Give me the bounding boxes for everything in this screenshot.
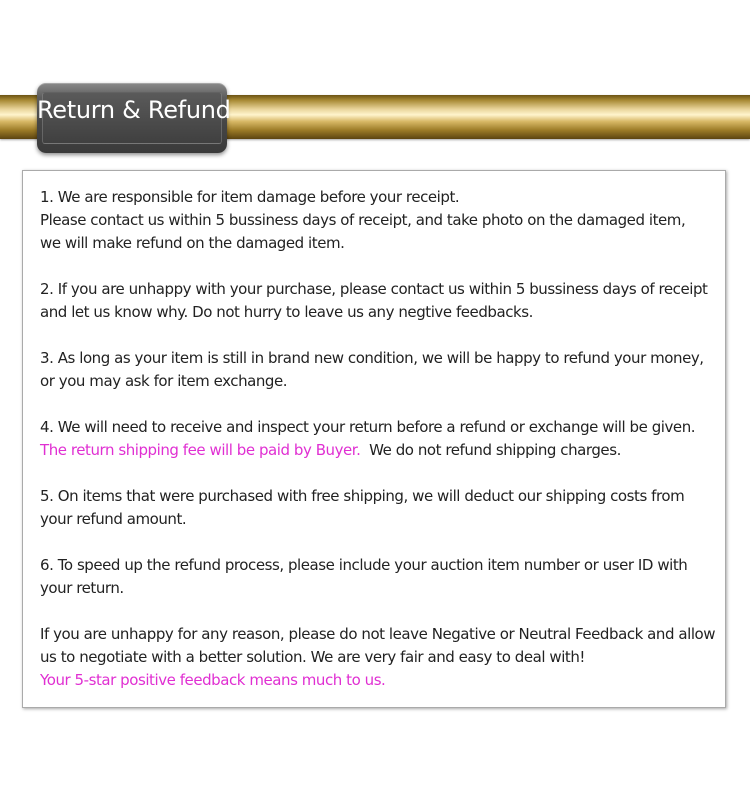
policy-line: your refund amount. [40,510,187,528]
policy-line: Please contact us within 5 bussiness days of receipt, and take photo on the damaged item, [40,211,686,229]
policy-line: 1. We are responsible for item damage before your receipt. [40,188,460,206]
policy-line: 3. As long as your item is still in brand new condition, we will be happy to refund your money, [40,349,704,367]
policy-line [40,439,713,462]
policy-line-rest: We do not refund shipping charges. [360,441,621,459]
policy-item-1 [40,186,713,255]
policy-item-3 [40,347,713,393]
policy-line: and let us know why. Do not hurry to leave us any negtive feedbacks. [40,303,533,321]
feedback-highlight: Your 5-star positive feedback means much to us. [40,671,386,689]
policy-line: or you may ask for item exchange. [40,372,288,390]
policy-line: 4. We will need to receive and inspect your return before a refund or exchange will be given. [40,418,696,436]
page-title: Return & Refund [37,96,231,124]
policy-line: we will make refund on the damaged item. [40,234,345,252]
policy-item-6 [40,554,713,600]
return-fee-highlight: The return shipping fee will be paid by Buyer. [40,441,361,459]
policy-item-4 [40,416,713,462]
policy-line: If you are unhappy for any reason, please do not leave Negative or Neutral Feedback and allow [40,625,716,643]
policy-line: 6. To speed up the refund process, please include your auction item number or user ID with [40,556,688,574]
policy-line: us to negotiate with a better solution. We are very fair and easy to deal with! [40,648,585,666]
policy-item-5 [40,485,713,531]
policy-line: your return. [40,579,124,597]
policy-closing [40,623,716,692]
policy-content-box [22,170,726,708]
policy-item-2 [40,278,713,324]
policy-line: 5. On items that were purchased with free shipping, we will deduct our shipping costs from [40,487,685,505]
header-tab [37,83,231,153]
policy-line: 2. If you are unhappy with your purchase, please contact us within 5 bussiness days of receipt [40,280,708,298]
